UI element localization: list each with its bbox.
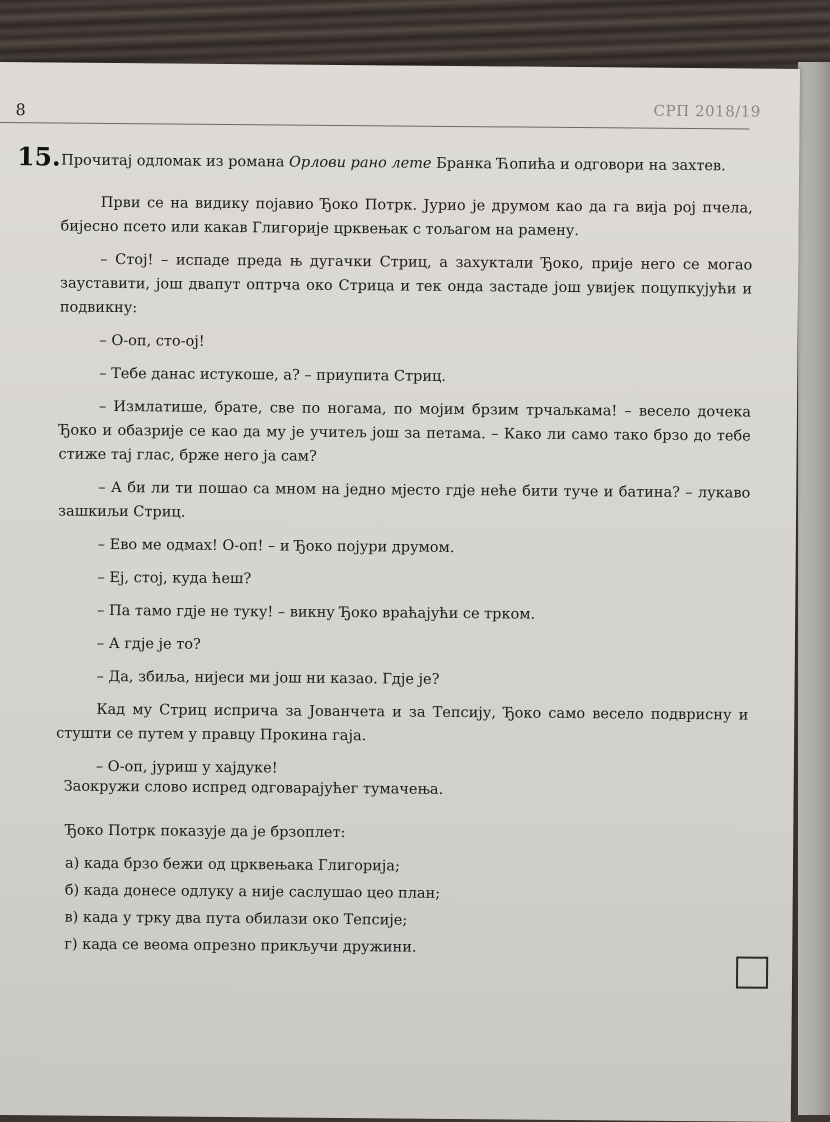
question-prompt: Заокружи слово испред одговарајућег тумачења.	[63, 778, 444, 798]
answer-option-v[interactable]: в) када у трку два пута обилази око Тепсије;	[64, 909, 408, 929]
task-number: 15.	[17, 142, 61, 172]
answer-option-a[interactable]: а) када брзо бежи од црквењака Глигорија;	[64, 855, 400, 875]
answer-options	[64, 851, 440, 962]
header-rule	[0, 122, 749, 130]
instruction-text-after: Бранка Ћопића и одговори на захтев.	[431, 155, 726, 175]
answer-option-b[interactable]: б) када донесе одлуку а није саслушао цео план;	[64, 882, 441, 902]
passage-paragraph: – О-оп, сто-ој!	[99, 332, 205, 350]
paper-edge	[798, 62, 830, 1115]
passage-paragraph: – Еј, стој, куда ћеш?	[97, 569, 252, 588]
passage-paragraph: – Стој! – испаде преда њ дугачки Стриц, а захуктали Ђоко, прије него се могао зауставити, још двапут оптрча око Стрица и тек онда застаде још увијек поцупкујући и подвикну:	[59, 251, 753, 317]
question-stem: Ђоко Потрк показује да је брзоплет:	[65, 822, 346, 842]
exam-page	[0, 62, 800, 1122]
header-label: СРП 2018/19	[653, 101, 761, 121]
score-box[interactable]	[736, 956, 768, 988]
passage-paragraph: – Па тамо гдје не туку! – викну Ђоко враћајући се трком.	[97, 602, 536, 623]
passage-paragraph: – А би ли ти пошао са мном на једно мјесто гдје неће бити туче и батина? – лукаво зашкиљи Стриц.	[58, 479, 751, 521]
passage-paragraph: – Измлатише, брате, све по ногама, по мојим брзим трчаљкама! – весело дочека Ђоко и обазрије се као да му је учитељ још за петама. – Како ли само тако брзо до тебе стиже тај глас, брже него ја сам?	[58, 398, 752, 465]
passage-paragraph: – Да, збиља, нијеси ми још ни казао. Гдје је?	[96, 668, 440, 688]
passage-paragraph: Кад му Стриц исприча за Јованчета и за Тепсију, Ђоко само весело подврисну и стушти се путем у правцу Прокина гаја.	[56, 701, 749, 745]
novel-excerpt	[56, 191, 753, 794]
passage-paragraph: – Тебе данас истукоше, а? – приупита Стриц.	[99, 365, 447, 385]
passage-paragraph: – А гдје је то?	[96, 635, 201, 653]
page-number: 8	[15, 100, 26, 120]
answer-option-g[interactable]: г) када се веома опрезно прикључи дружини.	[64, 936, 417, 956]
passage-paragraph: – О-оп, јуриш у хајдуке!	[95, 758, 278, 777]
table-surface	[0, 0, 830, 70]
instruction-text-before: Прочитај одломак из романа	[61, 152, 290, 171]
passage-paragraph: – Ево ме одмах! О-оп! – и Ђоко појури друмом.	[97, 536, 455, 556]
passage-paragraph: Први се на видику појавио Ђоко Потрк. Јурио је друмом као да га вија рој пчела, бијесно псето или какав Глигорије црквењак с тољагом на рамену.	[60, 194, 753, 240]
task-instruction	[61, 153, 741, 175]
novel-title: Орлови рано лете	[288, 154, 432, 172]
